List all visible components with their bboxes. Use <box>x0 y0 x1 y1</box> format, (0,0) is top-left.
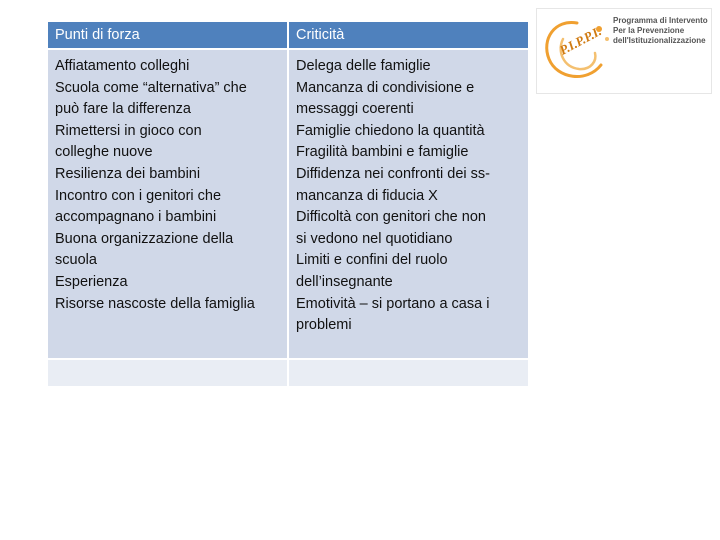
strength-item: Scuola come “alternativa” che <box>55 79 247 96</box>
logo-line: Programma di Intervento <box>613 16 708 25</box>
strength-item: Affiatamento colleghi <box>55 58 190 74</box>
strength-item: Buona organizzazione della <box>55 230 234 247</box>
logo-line: dell'Istituzionalizzazione <box>613 36 706 45</box>
header-weaknesses: Criticità <box>288 22 528 49</box>
strength-item: Risorse nascoste della famiglia <box>55 295 255 312</box>
swot-table <box>48 22 528 386</box>
strength-item: accompagnano i bambini <box>55 209 217 226</box>
logo-line: Per la Prevenzione <box>613 26 685 35</box>
weaknesses-cell <box>288 49 528 359</box>
weakness-item: problemi <box>296 317 352 334</box>
logo-acronym: P.I.P.P.I. <box>556 23 604 58</box>
strength-item: può fare la differenza <box>55 101 191 118</box>
weakness-item: Famiglie chiedono la quantità <box>296 122 485 139</box>
strength-item: Resilienza dei bambini <box>55 165 201 182</box>
weakness-item: si vedono nel quotidiano <box>296 230 453 247</box>
weakness-item: Mancanza di condivisione e <box>296 79 475 96</box>
strength-item: Incontro con i genitori che <box>55 187 222 204</box>
weakness-item: messaggi coerenti <box>296 101 414 118</box>
logo-caption <box>613 16 708 46</box>
weakness-item: Delega delle famiglie <box>296 58 431 74</box>
table-row <box>48 49 528 359</box>
weakness-item: Difficoltà con genitori che non <box>296 209 486 226</box>
weakness-item: Limiti e confini del ruolo <box>296 252 448 269</box>
weakness-item: Fragilità bambini e famiglie <box>296 144 469 161</box>
weakness-item: dell’insegnante <box>296 273 393 290</box>
strength-item: Rimettersi in gioco con <box>55 122 202 139</box>
strength-item: scuola <box>55 252 97 269</box>
empty-cell <box>48 359 288 386</box>
header-row <box>48 22 528 49</box>
logo-dot <box>605 37 609 41</box>
pippi-logo <box>536 8 712 94</box>
weakness-item: mancanza di fiducia X <box>296 187 438 204</box>
strength-item: Esperienza <box>55 273 128 290</box>
weakness-item: Emotività – si portano a casa i <box>296 295 490 312</box>
strength-item: colleghe nuove <box>55 144 153 161</box>
header-strengths: Punti di forza <box>48 22 288 49</box>
empty-table-row <box>48 359 528 386</box>
strengths-cell <box>48 49 288 359</box>
weakness-item: Diffidenza nei confronti dei ss- <box>296 165 490 182</box>
empty-cell <box>288 359 528 386</box>
